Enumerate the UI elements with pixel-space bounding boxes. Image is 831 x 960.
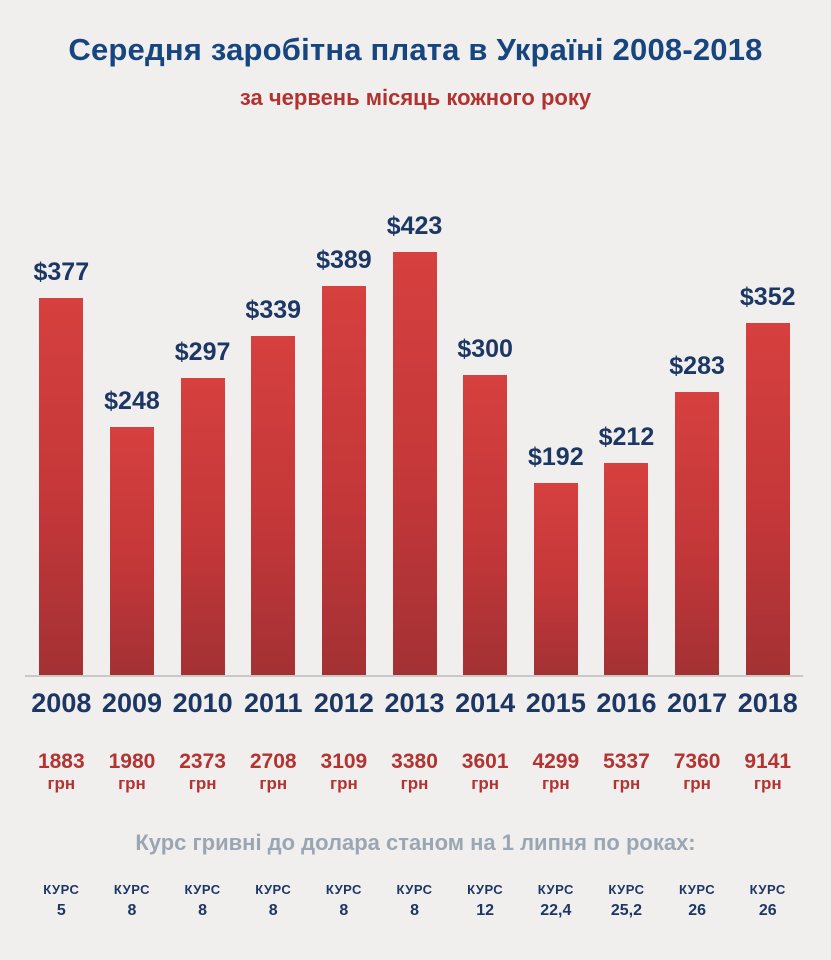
bar-value-label: $389	[316, 246, 372, 274]
hryvnia-unit: грн	[683, 774, 711, 793]
year-cell	[167, 688, 238, 719]
chart-column-2014	[450, 335, 521, 675]
chart-column-2009	[97, 387, 168, 675]
year-label: 2016	[596, 688, 657, 718]
hryvnia-value: 9141	[744, 750, 792, 773]
header	[0, 0, 831, 111]
kurs-value: 5	[56, 902, 66, 919]
chart-column-2017	[662, 352, 733, 675]
exchange-rate-cell	[238, 882, 309, 920]
year-label: 2014	[455, 688, 516, 718]
kurs-label: КУРС	[467, 882, 504, 897]
hryvnia-unit: грн	[612, 774, 641, 793]
kurs-value: 8	[198, 902, 208, 919]
year-cell	[732, 688, 803, 719]
hryvnia-values-row	[26, 750, 803, 793]
hryvnia-cell	[591, 750, 662, 793]
kurs-value: 26	[758, 902, 777, 919]
hryvnia-value: 4299	[532, 750, 580, 773]
hryvnia-cell	[238, 750, 309, 793]
year-label: 2008	[31, 688, 92, 718]
exchange-rate-cell	[26, 882, 97, 920]
bar-2013	[393, 252, 437, 675]
bar-2018	[746, 323, 790, 675]
hryvnia-value: 3380	[391, 750, 438, 773]
year-label: 2018	[737, 688, 798, 718]
bar-value-label: $423	[386, 212, 443, 240]
hryvnia-cell	[732, 750, 803, 793]
bar-2014	[463, 375, 507, 675]
year-label: 2015	[525, 688, 586, 718]
hryvnia-value: 3601	[461, 750, 509, 773]
page-title: Середня заробітна плата в Україні 2008-2018	[68, 32, 763, 67]
kurs-label: КУРС	[43, 882, 80, 897]
hryvnia-cell	[450, 750, 521, 793]
year-cell	[450, 688, 521, 719]
year-label: 2009	[101, 688, 162, 718]
year-label: 2017	[667, 688, 728, 718]
year-cell	[591, 688, 662, 719]
kurs-label: КУРС	[325, 882, 362, 897]
year-cell	[520, 688, 591, 719]
exchange-rate-row	[26, 882, 803, 920]
chart-column-2012	[309, 246, 380, 675]
exchange-rate-cell	[97, 882, 168, 920]
year-cell	[97, 688, 168, 719]
hryvnia-value: 7360	[673, 750, 721, 773]
hryvnia-cell	[309, 750, 380, 793]
hryvnia-value: 2373	[179, 750, 226, 773]
hryvnia-unit: грн	[259, 774, 288, 793]
year-cell	[379, 688, 450, 719]
hryvnia-cell	[167, 750, 238, 793]
hryvnia-value: 2708	[249, 750, 297, 773]
hryvnia-unit: грн	[541, 774, 570, 793]
kurs-label: КУРС	[679, 882, 716, 897]
hryvnia-value: 5337	[603, 750, 650, 773]
kurs-label: КУРС	[184, 882, 221, 897]
kurs-value: 8	[268, 902, 278, 919]
exchange-rate-cell	[662, 882, 733, 920]
chart-column-2015	[520, 443, 591, 675]
bar-2011	[251, 336, 295, 675]
page-subtitle: за червень місяць кожного року	[239, 85, 592, 110]
bar-2009	[110, 427, 154, 675]
year-cell	[238, 688, 309, 719]
bar-value-label: $212	[598, 423, 655, 451]
bar-2015	[534, 483, 578, 675]
exchange-rate-heading: Курс гривні до долара станом на 1 липня по роках:	[135, 830, 696, 855]
kurs-value: 26	[688, 902, 706, 919]
hryvnia-cell	[520, 750, 591, 793]
kurs-label: КУРС	[113, 882, 150, 897]
hryvnia-value: 1980	[108, 750, 156, 773]
year-cell	[26, 688, 97, 719]
bar-value-label: $377	[33, 258, 90, 286]
chart-column-2008	[26, 258, 97, 675]
exchange-rate-cell	[520, 882, 591, 920]
hryvnia-unit: грн	[400, 774, 429, 793]
bar-value-label: $192	[527, 443, 584, 471]
chart-column-2011	[238, 296, 309, 675]
bar-2016	[604, 463, 648, 675]
hryvnia-unit: грн	[753, 774, 782, 793]
year-label: 2013	[384, 688, 445, 718]
x-axis-line	[25, 675, 803, 677]
bar-chart	[26, 175, 803, 675]
kurs-label: КУРС	[396, 882, 433, 897]
exchange-rate-cell	[167, 882, 238, 920]
year-label: 2011	[243, 688, 303, 718]
kurs-label: КУРС	[749, 882, 786, 897]
kurs-value: 8	[127, 902, 137, 919]
bar-value-label: $352	[739, 283, 796, 311]
year-cell	[309, 688, 380, 719]
chart-columns	[26, 175, 803, 675]
hryvnia-value: 1883	[37, 750, 85, 773]
hryvnia-cell	[97, 750, 168, 793]
bar-value-label: $283	[669, 352, 725, 380]
bar-value-label: $248	[104, 387, 160, 415]
kurs-label: КУРС	[608, 882, 645, 897]
exchange-rate-cell	[379, 882, 450, 920]
bar-value-label: $339	[245, 296, 302, 324]
hryvnia-cell	[662, 750, 733, 793]
year-label: 2010	[172, 688, 233, 718]
kurs-label: КУРС	[255, 882, 292, 897]
year-labels-row	[26, 688, 803, 719]
exchange-rate-cell	[450, 882, 521, 920]
kurs-value: 8	[339, 902, 349, 919]
hryvnia-cell	[379, 750, 450, 793]
bar-2012	[322, 286, 366, 675]
kurs-value: 22,4	[540, 902, 572, 919]
chart-column-2013	[379, 212, 450, 675]
hryvnia-unit: грн	[330, 774, 358, 793]
bar-2017	[675, 392, 719, 675]
year-cell	[662, 688, 733, 719]
year-label: 2012	[313, 688, 374, 718]
kurs-value: 25,2	[610, 902, 643, 919]
hryvnia-cell	[26, 750, 97, 793]
bar-value-label: $297	[174, 338, 231, 366]
bar-2010	[181, 378, 225, 675]
chart-column-2010	[167, 338, 238, 675]
exchange-rate-cell	[309, 882, 380, 920]
bar-value-label: $300	[457, 335, 513, 363]
exchange-rate-cell	[732, 882, 803, 920]
chart-column-2016	[591, 423, 662, 675]
hryvnia-unit: грн	[188, 774, 217, 793]
kurs-label: КУРС	[537, 882, 574, 897]
hryvnia-unit: грн	[118, 774, 146, 793]
hryvnia-value: 3109	[320, 750, 368, 773]
bar-2008	[39, 298, 83, 675]
hryvnia-unit: грн	[47, 774, 76, 793]
kurs-value: 12	[476, 902, 495, 919]
kurs-value: 8	[410, 902, 419, 919]
exchange-rate-cell	[591, 882, 662, 920]
hryvnia-unit: грн	[471, 774, 500, 793]
chart-column-2018	[732, 283, 803, 675]
